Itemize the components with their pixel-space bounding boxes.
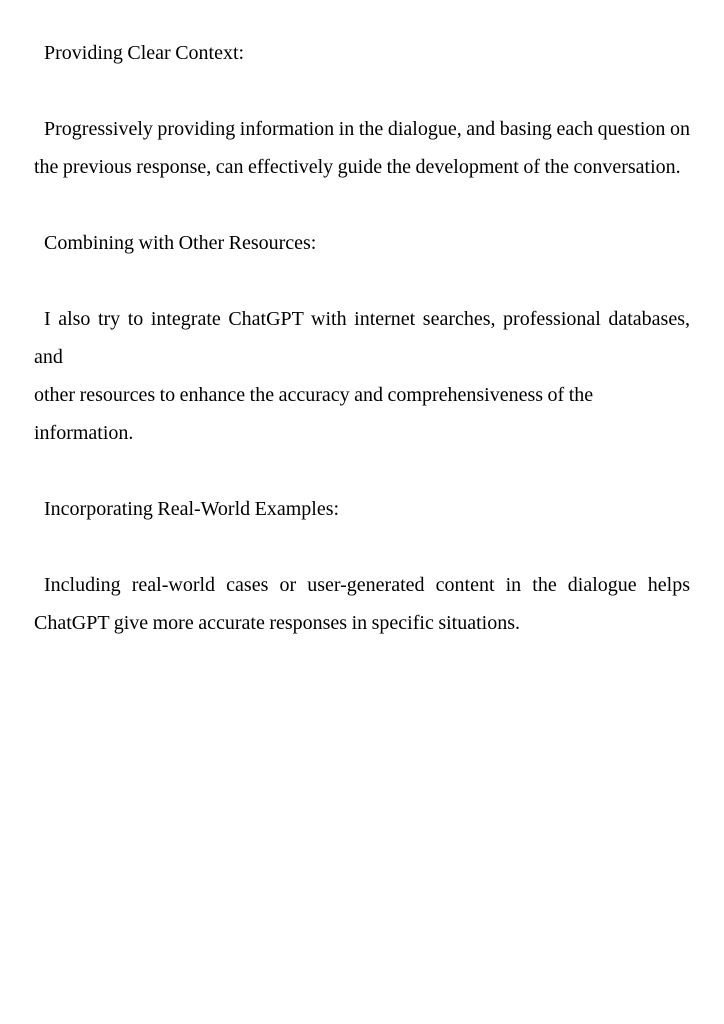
section-heading: Providing Clear Context: bbox=[44, 42, 245, 64]
paragraph-line: other resources to enhance the accuracy and comprehensiveness of the information. bbox=[34, 384, 594, 444]
paragraph bbox=[34, 300, 690, 452]
paragraph-line: Including real-world cases or user-generated content in the dialogue helps bbox=[44, 574, 690, 596]
paragraph-line: Progressively providing information in the dialogue, and basing each question on bbox=[44, 118, 690, 140]
paragraph-line: ChatGPT give more accurate responses in specific situations. bbox=[34, 612, 521, 634]
paragraph-line: the previous response, can effectively guide the development of the conversation. bbox=[34, 156, 681, 178]
section-heading: Incorporating Real-World Examples: bbox=[44, 498, 340, 520]
paragraph-line: I also try to integrate ChatGPT with internet searches, professional databases, and bbox=[34, 308, 690, 368]
document-section bbox=[34, 34, 690, 186]
section-heading: Combining with Other Resources: bbox=[44, 232, 317, 254]
document-section bbox=[34, 224, 690, 452]
document-section bbox=[34, 490, 690, 642]
paragraph bbox=[34, 110, 690, 186]
paragraph bbox=[34, 566, 690, 642]
